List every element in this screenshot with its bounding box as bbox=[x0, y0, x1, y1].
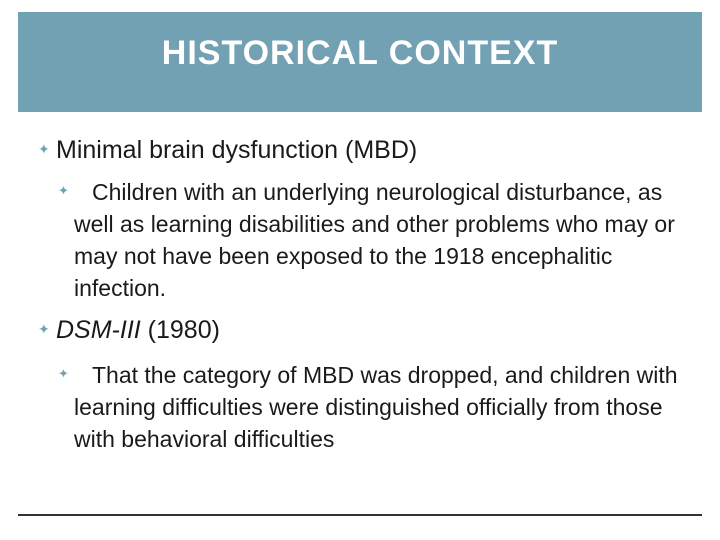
sub-bullet-mbd bbox=[58, 176, 694, 304]
sub-bullet-text: Children with an underlying neurological disturbance, as well as learning disabilities and other problems who may or may not have been exposed to the 1918 encephalitic infection. bbox=[74, 179, 675, 301]
sub-bullet-marker-icon: ✦ bbox=[58, 367, 69, 382]
bullet-marker-icon: ✦ bbox=[38, 142, 50, 158]
slide-title: HISTORICAL CONTEXT bbox=[161, 34, 559, 72]
bullet-text-italic: DSM-III bbox=[56, 316, 141, 344]
title-bar bbox=[18, 12, 702, 112]
bullet-dsm bbox=[38, 314, 220, 346]
bullet-text: Minimal brain dysfunction (MBD) bbox=[56, 136, 418, 164]
sub-bullet-text: That the category of MBD was dropped, and children with learning difficulties were distinguished officially from those with behavioral difficulties bbox=[74, 362, 678, 452]
bullet-mbd bbox=[38, 134, 418, 166]
footer-divider bbox=[18, 514, 702, 516]
bullet-marker-icon: ✦ bbox=[38, 322, 50, 338]
sub-bullet-marker-icon: ✦ bbox=[58, 184, 69, 199]
sub-bullet-dsm bbox=[58, 359, 694, 455]
bullet-text-rest: (1980) bbox=[140, 316, 220, 344]
